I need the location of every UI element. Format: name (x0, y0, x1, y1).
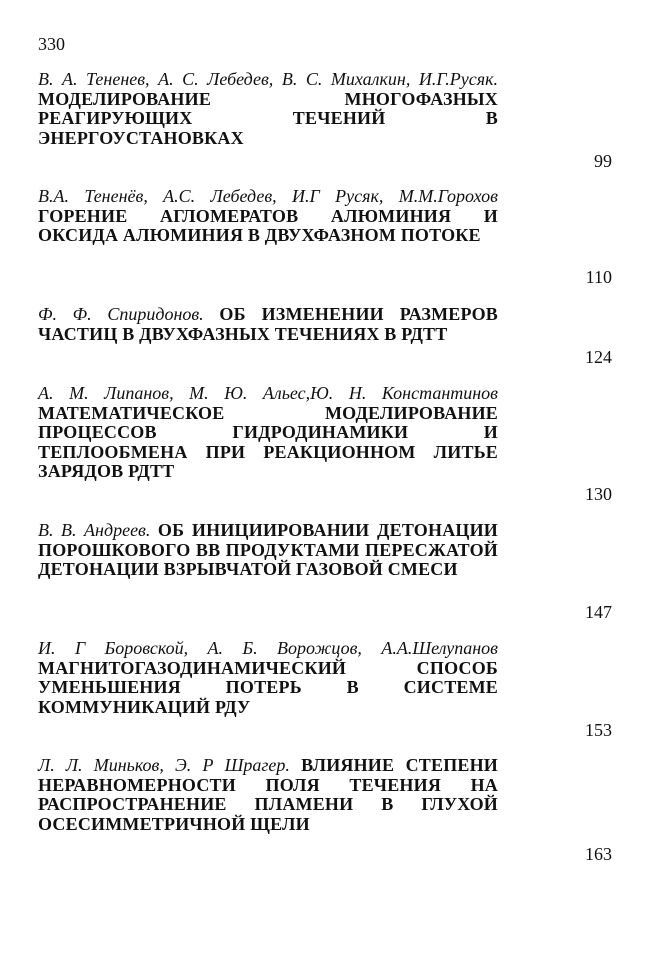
entry-text (38, 756, 498, 834)
entry-text (38, 384, 498, 482)
entry-page-number: 99 (594, 151, 612, 171)
entry-title: ОБ ИНИЦИИРОВАНИИ ДЕТОНАЦИИ ПОРОШКОВОГО ВВ ПРОДУКТАМИ ПЕРЕСЖАТОЙ ДЕТОНАЦИИ ВЗРЫВЧАТОЙ ГАЗОВОЙ СМЕСИ (38, 520, 498, 579)
entry-page-number: 130 (585, 484, 612, 504)
entry-authors: Ф. Ф. Спиридонов. (38, 304, 204, 324)
entry-page-number: 147 (585, 602, 612, 622)
entry-authors: В. В. Андреев. (38, 520, 151, 540)
entry-title: ОБ ИЗМЕНЕНИИ РАЗМЕРОВ ЧАСТИЦ В ДВУХФАЗНЫХ ТЕЧЕНИЯХ В РДТТ (38, 304, 498, 344)
entry-authors: А. М. Липанов, М. Ю. Альес,Ю. Н. Константинов (38, 383, 498, 403)
entry-text (38, 187, 498, 246)
toc-entry (38, 304, 612, 367)
toc-entry (38, 638, 612, 740)
entry-text (38, 305, 498, 344)
entry-text (38, 639, 498, 717)
entry-authors: В.А. Тененёв, А.С. Лебедев, И.Г Русяк, М.М.Горохов (38, 186, 498, 206)
entry-page-number: 110 (585, 267, 612, 287)
entry-authors: Л. Л. Миньков, Э. Р Шрагер. (38, 755, 290, 775)
entry-text (38, 521, 498, 580)
toc-entry (38, 383, 612, 504)
entry-authors: В. А. Тененев, А. С. Лебедев, В. С. Михалкин, И.Г.Русяк. (38, 69, 498, 89)
entry-title: ВЛИЯНИЕ СТЕПЕНИ НЕРАВНОМЕРНОСТИ ПОЛЯ ТЕЧЕНИЯ НА РАСПРОСТРАНЕНИЕ ПЛАМЕНИ В ГЛУХОЙ ОСЕСИММЕТРИЧНОЙ ЩЕЛИ (38, 755, 498, 834)
toc-entry (38, 520, 612, 622)
page-number: 330 (38, 34, 65, 54)
entry-title: ГОРЕНИЕ АГЛОМЕРАТОВ АЛЮМИНИЯ И ОКСИДА АЛЮМИНИЯ В ДВУХФАЗНОМ ПОТОКЕ (38, 205, 498, 245)
entry-title: МОДЕЛИРОВАНИЕ МНОГОФАЗНЫХ РЕАГИРУЮЩИХ ТЕЧЕНИЙ В ЭНЕРГОУСТАНОВКАХ (38, 88, 498, 148)
toc-entry (38, 755, 612, 864)
entry-text (38, 70, 498, 148)
entry-title: МАГНИТОГАЗОДИНАМИЧЕСКИЙ СПОСОБ УМЕНЬШЕНИЯ ПОТЕРЬ В СИСТЕМЕ КОММУНИКАЦИЙ РДУ (38, 657, 498, 717)
entry-authors: И. Г Боровской, А. Б. Ворожцов, А.А.Шелупанов (38, 638, 498, 658)
toc-entry (38, 69, 612, 171)
toc-entry (38, 186, 612, 287)
entry-page-number: 124 (585, 347, 612, 367)
entry-page-number: 163 (585, 844, 612, 864)
entry-page-number: 153 (585, 720, 612, 740)
entry-title: МАТЕМАТИЧЕСКОЕ МОДЕЛИРОВАНИЕ ПРОЦЕССОВ ГИДРОДИНАМИКИ И ТЕПЛООБМЕНА ПРИ РЕАКЦИОННОМ ЛИТЬЕ ЗАРЯДОВ РДТТ (38, 402, 498, 481)
